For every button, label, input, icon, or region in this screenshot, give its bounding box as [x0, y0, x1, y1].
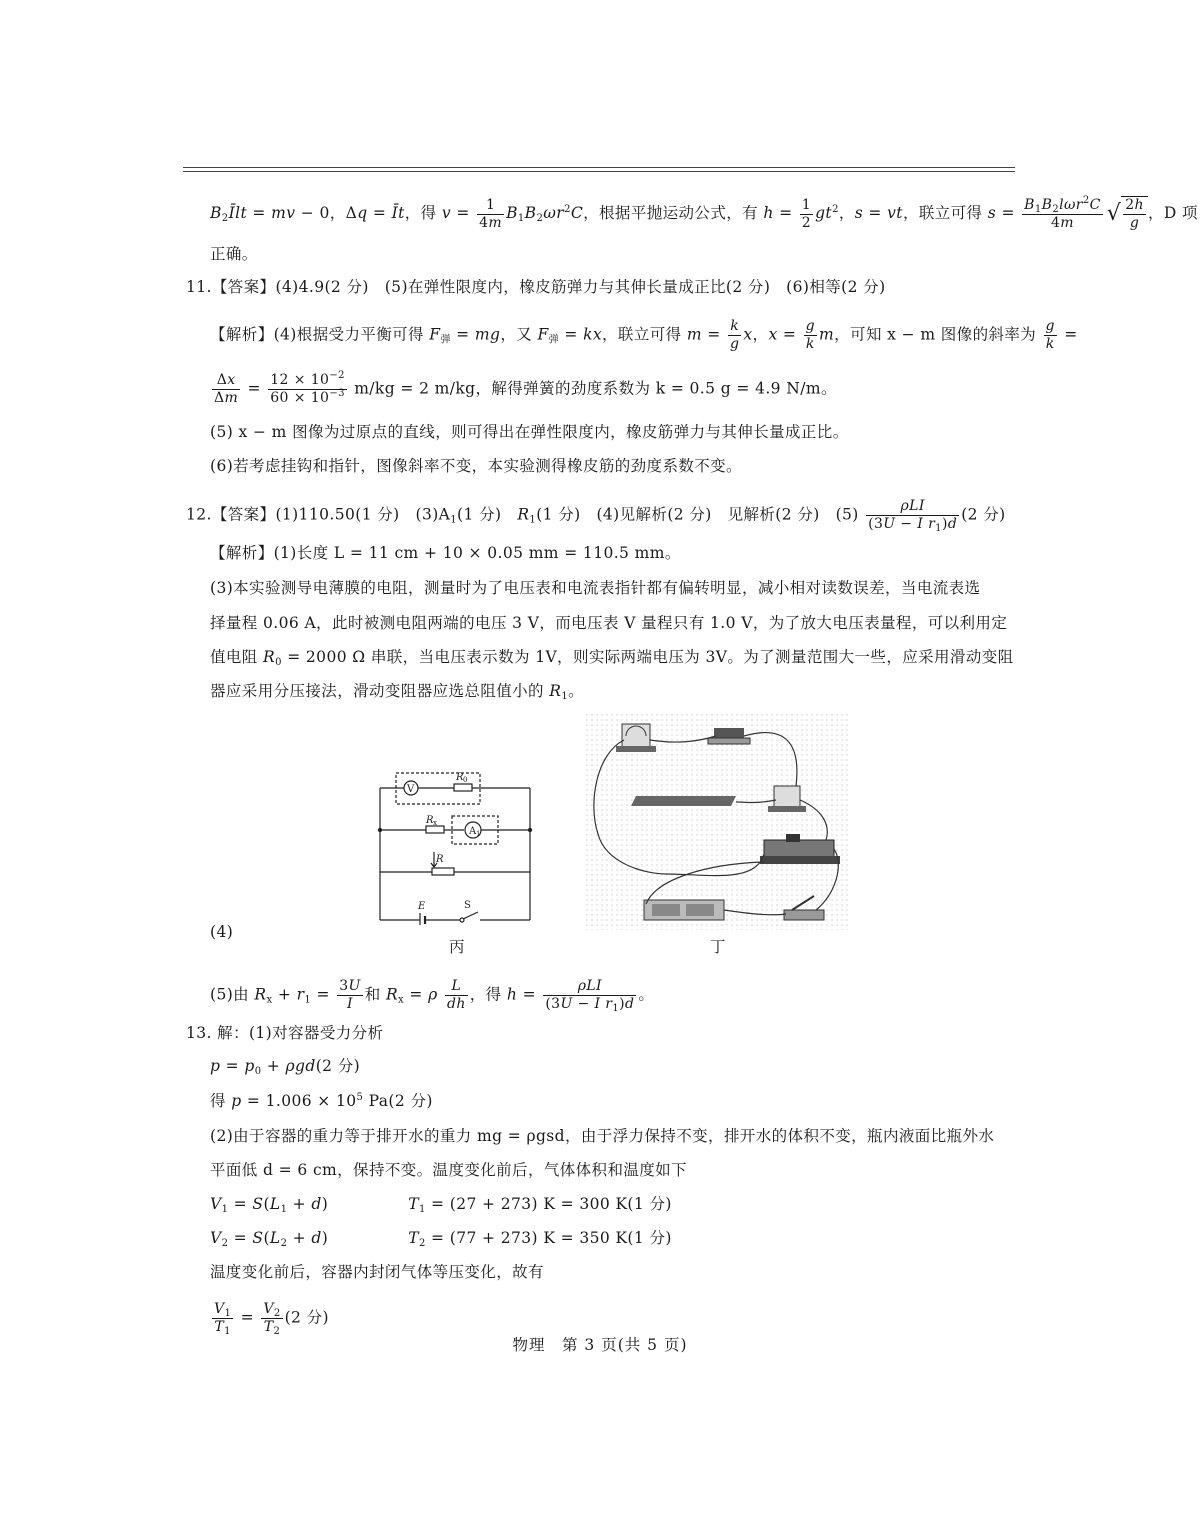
q12-label-4: (4) [210, 923, 234, 941]
label-e: E [418, 901, 426, 912]
q13-l6: $V_1 = S(L_1 + d) T_1 = (27 + 273) K = 300$ K(1 分) [210, 1195, 672, 1215]
svg-text:x: x [433, 819, 437, 827]
q12-p3-l4: 器应采用分压接法，滑动变阻器应选总阻值小的 $R_1$。 [210, 682, 584, 702]
q12-p3-l2: 择量程 0.06 A，此时被测电阻两端的电压 3 V，而电压表 V 量程只有 1.0 V，为了放大电压表量程，可以利用定 [210, 614, 1008, 632]
q12-p3-l3: 值电阻 $R_0 = 2000$ Ω 串联，当电压表示数为 1V，则实际两端电压为 3V。为了测量范围大一些，应采用滑动变阻 [210, 648, 1014, 668]
label-rx: R [426, 815, 434, 826]
q10-d-option-text: ，D 项 [1147, 204, 1198, 222]
caption-bing: 丙 [449, 938, 465, 956]
q13-l8: 温度变化前后，容器内封闭气体等压变化，故有 [210, 1263, 544, 1281]
q10-formula-line: $B_2Īlt$ = mv − 0，Δq = Īt，得 v = $\frac{1}{4m}$ $B_1B_2\omega r^2C$，根据平抛运动公式，有 h = $\frac{1}{2}$ $gt^2$，s = vt，联立可得 s = $\frac{B_1B_2l\omega r^2C}{4m}$ √ $\frac{2h}{g}$ ，D 项 [210, 194, 1198, 231]
q11-analysis-line1: 【解析】(4)根据受力平衡可得 $F_弹$ = mg，又 $F_弹$ = kx，联立可得 m = $\frac{k}{g}$ x，x = $\frac{g}{k}$ m，可知 x − m 图像的斜率为 $\frac{g}{k}$ = [210, 318, 1078, 352]
q13-l2: $p = p_0 + \rho gd(2$ 分) [210, 1057, 361, 1077]
svg-text:1: 1 [476, 830, 481, 838]
q13-l3: 得 $p = 1.006 \times 10^5$ Pa(2 分) [210, 1092, 433, 1110]
header-rule-bottom [183, 171, 1015, 172]
q13-l1: 13. 解：(1)对容器受力分析 [186, 1024, 384, 1042]
caption-ding: 丁 [710, 938, 726, 956]
q11-slope-line: $\frac{\Delta x}{\Delta m}$ = $\frac{12 \times 10^{-2}}{60 \times 10^{-3}}$ m/kg = 2 m/kg，解得弹簧的劲度系数为 k = 0.5 g = 4.9 N/m。 [214, 370, 837, 406]
circuit-diagram-bing [370, 760, 540, 925]
q12-answer: 12.【答案】(1)110.50(1 分) $(3)A_1(1$ 分) $R_1(1$ 分) (4)见解析(2 分) 见解析(2 分) (5) $\frac{\text{ρLI}}{(3U - I r_1)d}$ (2 分) [186, 498, 1006, 534]
q12-analysis1: 【解析】(1)长度 L = 11 cm + 10 × 0.05 mm = 110.5 mm。 [210, 544, 681, 562]
wiring-photo-ding [586, 714, 848, 930]
q12-p5-formula: (5)由 $R_x + r_1$ = $\frac{3U}{I}$ 和 $R_x = \rho$ $\frac{L}{dh}$ ，得 h = $\frac{\text{ρLI}}{(3U - I r_1)d}$ 。 [210, 978, 655, 1014]
header-rule-top [183, 167, 1015, 168]
label-voltmeter: V [407, 784, 415, 795]
q12-p3-l1: (3)本实验测导电薄膜的电阻，测量时为了电压表和电流表指针都有偏转明显，减小相对读数误差，当电流表选 [210, 579, 981, 597]
q11-p6: (6)若考虑挂钩和指针，图像斜率不变，本实验测得橡皮筋的劲度系数不变。 [210, 457, 742, 475]
q11-p5: (5) x − m 图像为过原点的直线，则可得出在弹性限度内，橡皮筋弹力与其伸长量成正比。 [210, 423, 849, 441]
label-r0: R [456, 772, 464, 783]
frac: $\frac{1}{4m}$ [479, 196, 503, 231]
q13-l9: $\frac{V_1}{T_1}$ = $\frac{V_2}{T_2}$ (2 分) [214, 1301, 329, 1337]
label-a1: A [469, 826, 477, 837]
page-footer: 物理 第 3 页(共 5 页) [512, 1336, 688, 1354]
svg-text:0: 0 [463, 776, 468, 784]
q11-answer: 11.【答案】(4)4.9(2 分) (5)在弹性限度内，橡皮筋弹力与其伸长量成正比(2 分) (6)相等(2 分) [186, 278, 886, 296]
q13-l4: (2)由于容器的重力等于排开水的重力 mg = ρgsd，由于浮力保持不变，排开水的体积不变，瓶内液面比瓶外水 [210, 1127, 995, 1145]
sqrt: √ $\frac{2h}{g}$ [1107, 196, 1148, 232]
label-s: S [464, 900, 471, 911]
q13-l7: $V_2 = S(L_2 + d) T_2 = (77 + 273) K = 350$ K(1 分) [210, 1229, 672, 1249]
q13-l5: 平面低 d = 6 cm，保持不变。温度变化前后，气体体积和温度如下 [210, 1161, 687, 1179]
label-rheostat: R [436, 854, 444, 865]
q10-correct-text: 正确。 [210, 245, 258, 263]
